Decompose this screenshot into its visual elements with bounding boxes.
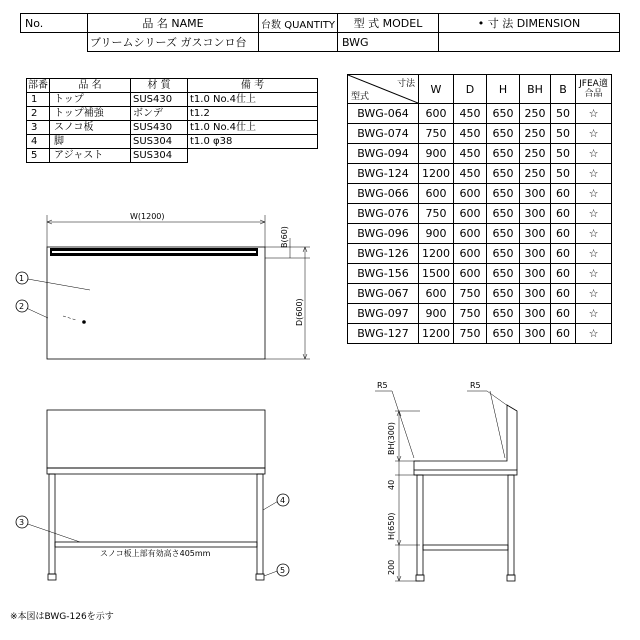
parts-header: 品 名 [50,79,131,93]
dimension-cell: 900 [419,224,454,244]
dimension-cell: 300 [520,264,551,284]
h40-label: 40 [387,479,396,490]
model-cell: BWG-066 [348,184,419,204]
callout-3-label: 3 [19,518,25,527]
dimension-cell: ☆ [576,104,612,124]
side-top-edge [414,470,517,475]
dimension-cell: 600 [454,204,487,224]
shelf-note: スノコ板上部有効高さ405mm [100,549,211,558]
dimension-cell: 600 [454,224,487,244]
side-adjuster-left [416,575,424,581]
dimension-cell: 300 [520,184,551,204]
dim-header: D [454,75,487,104]
dimension-cell: 300 [520,244,551,264]
side-leg-right [508,475,514,575]
dim-header: BH [520,75,551,104]
model-cell: BWG-094 [348,144,419,164]
dimension-cell: 750 [454,304,487,324]
dimension-cell: 250 [520,164,551,184]
dimension-cell: 600 [454,244,487,264]
dimension-cell: 50 [551,144,576,164]
h200-label: 200 [387,559,396,575]
model-cell: BWG-064 [348,104,419,124]
plan-view-outline [47,247,265,359]
dimension-cell: 50 [551,124,576,144]
reinforcement-point [82,320,86,324]
r5-left-label: R5 [377,381,388,390]
corner-bottom-label: 型式 [351,92,370,102]
model-cell: BWG-127 [348,324,419,344]
model-cell: BWG-067 [348,284,419,304]
dimension-cell: 650 [487,164,520,184]
dimension-cell: 60 [551,304,576,324]
dimension-cell: 750 [454,284,487,304]
table-row: 3 スノコ板 SUS430 t1.0 No.4仕上 [27,121,318,135]
side-shelf [423,545,508,550]
name-label: 品 名 NAME [88,14,259,33]
bh-label: BH(300) [387,421,396,455]
dimension-cell: 300 [520,284,551,304]
parts-header: 材 質 [131,79,188,93]
dimension-cell: 300 [520,304,551,324]
dimension-label: • 寸 法 DIMENSION [439,14,620,33]
dimension-cell: 650 [487,204,520,224]
dimension-cell: 450 [454,124,487,144]
table-row: 2 トップ補強 ボンデ t1.2 [27,107,318,121]
dimension-cell: 600 [419,284,454,304]
dimension-cell: 650 [487,144,520,164]
no-label: No. [21,14,88,33]
dimension-cell: 300 [520,324,551,344]
dimension-cell: 750 [419,204,454,224]
adjuster-right [256,574,264,580]
model-cell: BWG-076 [348,204,419,224]
dimension-cell: 650 [487,124,520,144]
model-cell: BWG-074 [348,124,419,144]
dimension-cell: 1200 [419,244,454,264]
dimension-cell: ☆ [576,264,612,284]
front-top-edge [47,468,265,474]
dimension-cell: 450 [454,164,487,184]
dimension-cell: 600 [419,184,454,204]
dimension-cell: 450 [454,144,487,164]
dimension-cell: 650 [487,244,520,264]
dimension-cell: 650 [487,104,520,124]
dimension-cell: 60 [551,324,576,344]
dimension-cell: 300 [520,204,551,224]
dim-header: W [419,75,454,104]
model-cell: BWG-096 [348,224,419,244]
model-label: 型 式 MODEL [338,14,439,33]
dimension-cell: ☆ [576,244,612,264]
parts-header: 部番 [28,79,48,91]
dimension-cell: ☆ [576,284,612,304]
quantity-label: 台数 QUANTITY [259,14,338,33]
dimension-cell: 60 [551,244,576,264]
dimension-cell: 60 [551,204,576,224]
dimension-cell: 300 [520,224,551,244]
dimension-cell: 250 [520,104,551,124]
corner-top-label: 寸法 [396,79,415,89]
model-cell: BWG-156 [348,264,419,284]
dimension-cell: 650 [487,224,520,244]
model-cell: BWG-126 [348,244,419,264]
dimension-cell: 650 [487,184,520,204]
dimension-cell: 450 [454,104,487,124]
dimension-cell: ☆ [576,124,612,144]
dim-header: H [487,75,520,104]
dimension-cell: 1500 [419,264,454,284]
front-backsplash [47,410,265,468]
side-adjuster-right [507,575,515,581]
dimension-cell: 650 [487,264,520,284]
dimension-cell: 1200 [419,324,454,344]
model-value: BWG [338,33,439,52]
dimension-cell: 900 [419,144,454,164]
b-label: B(60) [280,226,289,248]
dimension-cell: 600 [454,184,487,204]
dimension-cell: ☆ [576,304,612,324]
front-leg-right [257,474,263,574]
side-top-profile [414,405,517,470]
model-cell: BWG-097 [348,304,419,324]
dimension-cell: 1200 [419,164,454,184]
dimension-cell: ☆ [576,164,612,184]
r5-right-label: R5 [470,381,481,390]
dimension-cell: 750 [454,324,487,344]
dimension-cell: ☆ [576,184,612,204]
dimension-cell: 250 [520,124,551,144]
parts-header: 備 考 [188,79,318,93]
adjuster-left [48,574,56,580]
dim-header: B [551,75,576,104]
dimension-cell: 600 [419,104,454,124]
dimension-cell: ☆ [576,324,612,344]
h-label: H(650) [387,512,396,540]
dimension-cell: 60 [551,284,576,304]
side-leg-left [417,475,423,575]
dimension-cell: 600 [454,264,487,284]
table-row: 1 トップ SUS430 t1.0 No.4仕上 [27,93,318,107]
callout-5-label: 5 [280,566,286,575]
d-label: D(600) [295,298,304,326]
dim-header: JFEA適合品 [576,75,612,104]
dimension-cell: 650 [487,324,520,344]
callout-1-label: 1 [19,274,25,283]
dimension-cell: ☆ [576,224,612,244]
dimension-cell: ☆ [576,144,612,164]
model-cell: BWG-124 [348,164,419,184]
width-label: W(1200) [130,212,165,221]
dimension-cell: 50 [551,164,576,184]
dimension-cell: 650 [487,284,520,304]
front-shelf [55,542,257,547]
footnote: ※本図はBWG-126を示す [10,612,114,622]
dimension-cell: 60 [551,224,576,244]
dimension-cell: 650 [487,304,520,324]
front-leg-left [49,474,55,574]
product-name: ブリームシリーズ ガスコンロ台 [88,33,259,52]
dimension-cell: 250 [520,144,551,164]
dimension-cell: 60 [551,184,576,204]
dimension-cell: 900 [419,304,454,324]
table-row: 5 アジャスト SUS304 [27,149,318,163]
table-row: 4 脚 SUS304 t1.0 φ38 [27,135,318,149]
dimension-cell: 750 [419,124,454,144]
dimension-cell: 60 [551,264,576,284]
dimension-cell: 50 [551,104,576,124]
callout-2-label: 2 [19,302,25,311]
callout-4-label: 4 [280,496,286,505]
dimension-cell: ☆ [576,204,612,224]
